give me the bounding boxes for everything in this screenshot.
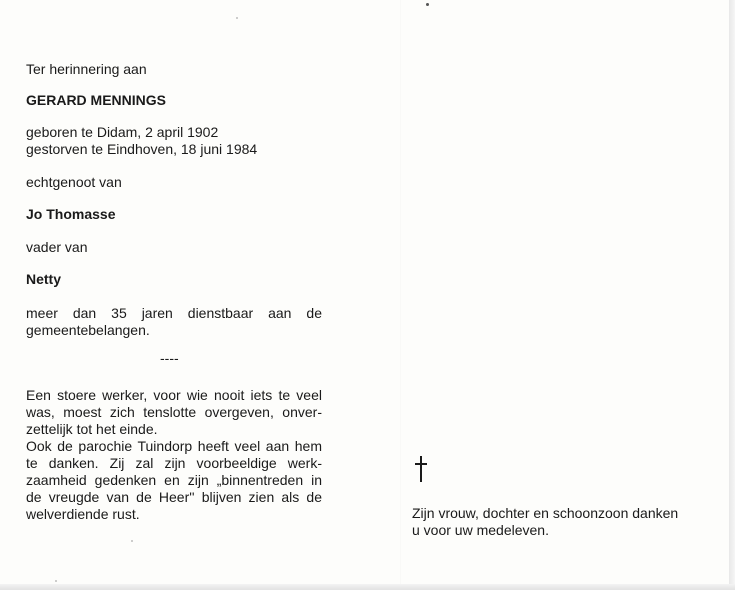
tribute-line: zettelijk tot het einde. [26,421,158,437]
card-edge-right [729,0,735,590]
spouse-name: Jo Thomasse [26,206,116,222]
tribute-line: Ook de parochie Tuindorp heeft veel aan hem [26,438,322,454]
tribute-line: Een stoere werker, voor wie nooit iets te veel [26,387,322,403]
thanks-line: u voor uw medeleven. [412,522,549,538]
cross-icon [415,456,427,482]
service-line: gemeentebelangen. [26,322,150,338]
card-edge-bottom [0,584,735,590]
spouse-label: echtgenoot van [26,174,122,190]
tribute-line: te danken. Zij zal zijn voorbeeldige werk- [26,455,322,471]
intro-text: Ter herinnering aan [26,61,147,77]
tribute-line: was, moest zich tenslotte overgeven, onver- [26,404,322,420]
tribute-line: zaamheid gedenken en zijn „binnentreden in [26,472,322,488]
fold-line [400,0,401,590]
deceased-name: GERARD MENNINGS [26,92,167,108]
child-name: Netty [26,271,62,287]
paper-speck [236,17,238,19]
separator: ---- [160,350,179,366]
tribute-line: de vreugde van de Heer'' blijven zien als de [26,489,322,505]
death-line: gestorven te Eindhoven, 18 juni 1984 [26,141,258,157]
thanks-line: Zijn vrouw, dochter en schoonzoon danken [412,505,679,521]
paper-speck [55,580,57,582]
paper-speck [131,540,133,542]
tribute-line: welverdiende rust. [26,506,140,522]
birth-line: geboren te Didam, 2 april 1902 [26,124,219,140]
service-line: meer dan 35 jaren dienstbaar aan de [26,305,322,321]
child-label: vader van [26,239,88,255]
paper-speck [426,3,429,6]
